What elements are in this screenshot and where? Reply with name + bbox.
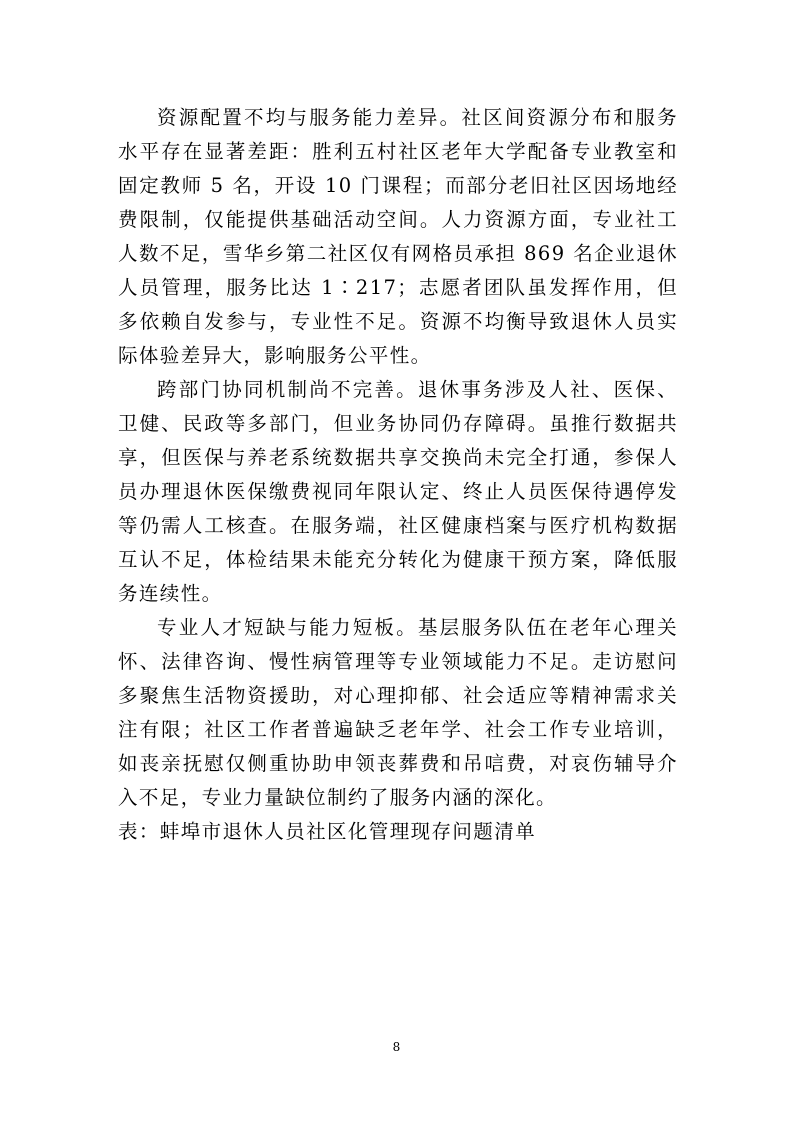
table-caption: 表：蚌埠市退休人员社区化管理现存问题清单 bbox=[118, 820, 537, 843]
document-body bbox=[118, 101, 678, 849]
paragraph-resource-allocation: 资源配置不均与服务能力差异。社区间资源分布和服务水平存在显著差距：胜利五村社区老年大学配备专业教室和固定教师 5 名，开设 10 门课程；而部分老旧社区因场地经费限制，仅能提供基础活动空间。人力资源方面，专业社工人数不足，雪华乡第二社区仅有网格员承担 869 名企业退休人员管理，服务比达 1∶217；志愿者团队虽发挥作用，但多依赖自发参与，专业性不足。资源不均衡导致退休人员实际体验差异大，影响服务公平性。 bbox=[118, 106, 678, 367]
paragraph-talent-shortage: 专业人才短缺与能力短板。基层服务队伍在老年心理关怀、法律咨询、慢性病管理等专业领域能力不足。走访慰问多聚焦生活物资援助，对心理抑郁、社会适应等精神需求关注有限；社区工作者普遍缺乏老年学、社会工作专业培训，如丧亲抚慰仅侧重协助申领丧葬费和吊唁费，对哀伤辅导介入不足，专业力量缺位制约了服务内涵的深化。 bbox=[118, 616, 678, 809]
page-number: 8 bbox=[392, 1040, 401, 1054]
paragraph-cross-department-coordination: 跨部门协同机制尚不完善。退休事务涉及人社、医保、卫健、民政等多部门，但业务协同仍存障碍。虽推行数据共享，但医保与养老系统数据共享交换尚未完全打通，参保人员办理退休医保缴费视同年限认定、终止人员医保待遇停发等仍需人工核查。在服务端，社区健康档案与医疗机构数据互认不足，体检结果未能充分转化为健康干预方案，降低服务连续性。 bbox=[118, 378, 678, 605]
